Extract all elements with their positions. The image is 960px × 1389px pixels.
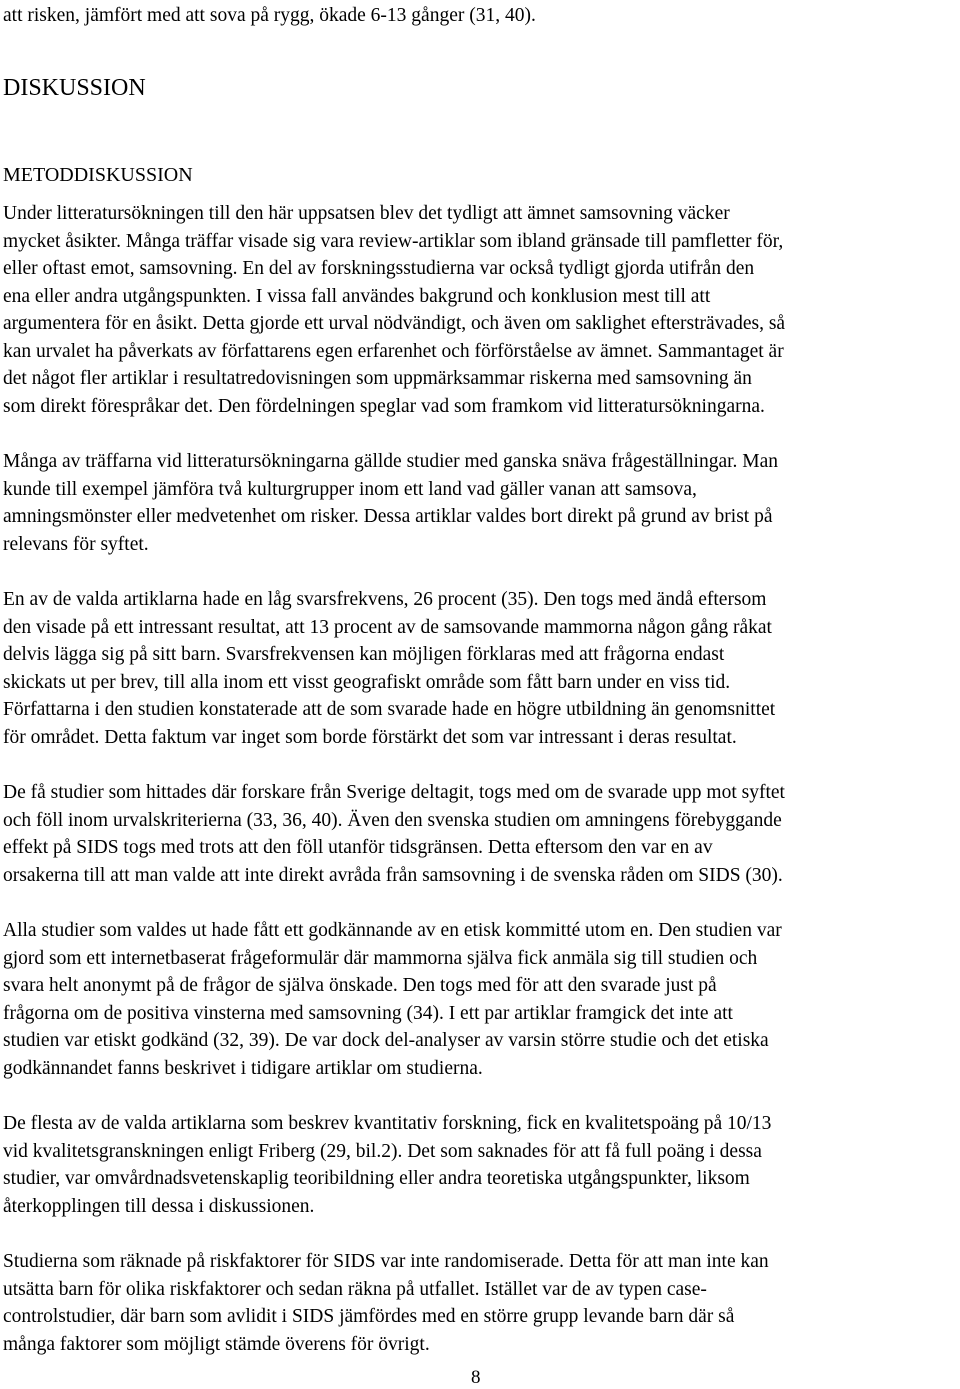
paragraph-line: och föll inom urvalskriterierna (33, 36, 40). Även den svenska studien om amningens förebyggande [3,810,782,831]
paragraph-line: kunde till exempel jämföra två kulturgrupper inom ett land vad gäller vanan att samsova, [3,479,697,500]
paragraph-line: studien var etiskt godkänd (32, 39). De var dock del-analyser av varsin större studie och det etiska [3,1030,769,1051]
paragraph-line: argumentera för en åsikt. Detta gjorde ett urval nödvändigt, och även om saklighet eftersträvades, så [3,313,786,334]
paragraph-line: Alla studier som valdes ut hade fått ett godkännande av en etisk kommitté utom en. Den studien var [3,920,782,941]
paragraph-line: Studierna som räknade på riskfaktorer för SIDS var inte randomiserade. Detta för att man inte kan [3,1251,769,1272]
heading-metoddiskussion: METODDISKUSSION [3,164,193,186]
paragraph-line: delvis lägga sig på sitt barn. Svarsfrekvensen kan möjligen förklaras med att frågorna endast [3,644,725,665]
paragraph-line: gjord som ett internetbaserat frågeformulär där mammorna själva fick anmäla sig till studien och [3,948,758,969]
paragraph-line: godkännandet fanns beskrivet i tidigare artiklar om studierna. [3,1058,483,1079]
paragraph-line: Under litteratursökningen till den här uppsatsen blev det tydligt att ämnet samsovning väcker [3,203,730,224]
paragraph-line: relevans för syftet. [3,534,149,555]
paragraph-line: controlstudier, där barn som avlidit i SIDS jämfördes med en större grupp levande barn där så [3,1306,735,1327]
paragraph-line: Många av träffarna vid litteratursökningarna gällde studier med ganska snäva frågeställningar. Man [3,451,779,472]
paragraph-line: vid kvalitetsgranskningen enligt Friberg (29, bil.2). Det som saknades för att få full poäng i dessa [3,1141,762,1162]
paragraph-line: kan urvalet ha påverkats av författarens egen erfarenhet och förförståelse av ämnet. Sammantaget är [3,341,784,362]
paragraph-line: De flesta av de valda artiklarna som beskrev kvantitativ forskning, fick en kvalitetspoäng på 10/13 [3,1113,772,1134]
paragraph-line: mycket åsikter. Många träffar visade sig vara review-artiklar som ibland gränsade till pamfletter för, [3,231,784,252]
paragraph-line: Författarna i den studien konstaterade att de som svarade hade en högre utbildning än genomsnittet [3,699,776,720]
paragraph-line: det något fler artiklar i resultatredovisningen som uppmärksammar riskerna med samsovning än [3,368,752,389]
heading-diskussion: DISKUSSION [3,75,146,101]
paragraph-line: studier, var omvårdnadsvetenskaplig teoribildning eller andra teoretiska utgångspunkter, liksom [3,1168,750,1189]
paragraph-line: eller oftast emot, samsovning. En del av forskningsstudierna var också tydligt gjorda utifrån den [3,258,755,279]
paragraph-line: svara helt anonymt på de frågor de själva önskade. Den togs med för att den svarade just på [3,975,717,996]
paragraph-line: återkopplingen till dessa i diskussionen. [3,1196,315,1217]
intro-line: att risken, jämfört med att sova på rygg, ökade 6-13 gånger (31, 40). [3,5,536,26]
paragraph-line: som direkt förespråkar det. Den fördelningen speglar vad som framkom vid litteratursökningarna. [3,396,765,417]
paragraph-line: effekt på SIDS togs med trots att den föll utanför tidsgränsen. Detta eftersom den var en av [3,837,713,858]
paragraph-line: för området. Detta faktum var inget som borde förstärkt det som var intressant i deras resultat. [3,727,737,748]
paragraph-line: En av de valda artiklarna hade en låg svarsfrekvens, 26 procent (35). Den togs med ändå eftersom [3,589,767,610]
paragraph-line: många faktorer som möjligt stämde överens för övrigt. [3,1334,430,1355]
paragraph-line: De få studier som hittades där forskare från Sverige deltagit, togs med om de svarade upp mot syftet [3,782,785,803]
paragraph-line: frågorna om de positiva vinsterna med samsovning (34). I ett par artiklar framgick det inte att [3,1003,733,1024]
page-number: 8 [471,1367,481,1388]
paragraph-line: skickats ut per brev, till alla inom ett visst geografiskt område som fått barn under en viss tid. [3,672,731,693]
paragraph-line: den visade på ett intressant resultat, att 13 procent av de samsovande mammorna någon gång råkat [3,617,772,638]
paragraph-line: ena eller andra utgångspunkten. I vissa fall användes bakgrund och konklusion mest till att [3,286,711,307]
paragraph-line: amningsmönster eller medvetenhet om risker. Dessa artiklar valdes bort direkt på grund av brist på [3,506,773,527]
paragraph-line: utsätta barn för olika riskfaktorer och sedan räkna på utfallet. Istället var de av typen case- [3,1279,707,1300]
paragraph-line: orsakerna till att man valde att inte direkt avråda från samsovning i de svenska råden om SIDS (30). [3,865,783,886]
